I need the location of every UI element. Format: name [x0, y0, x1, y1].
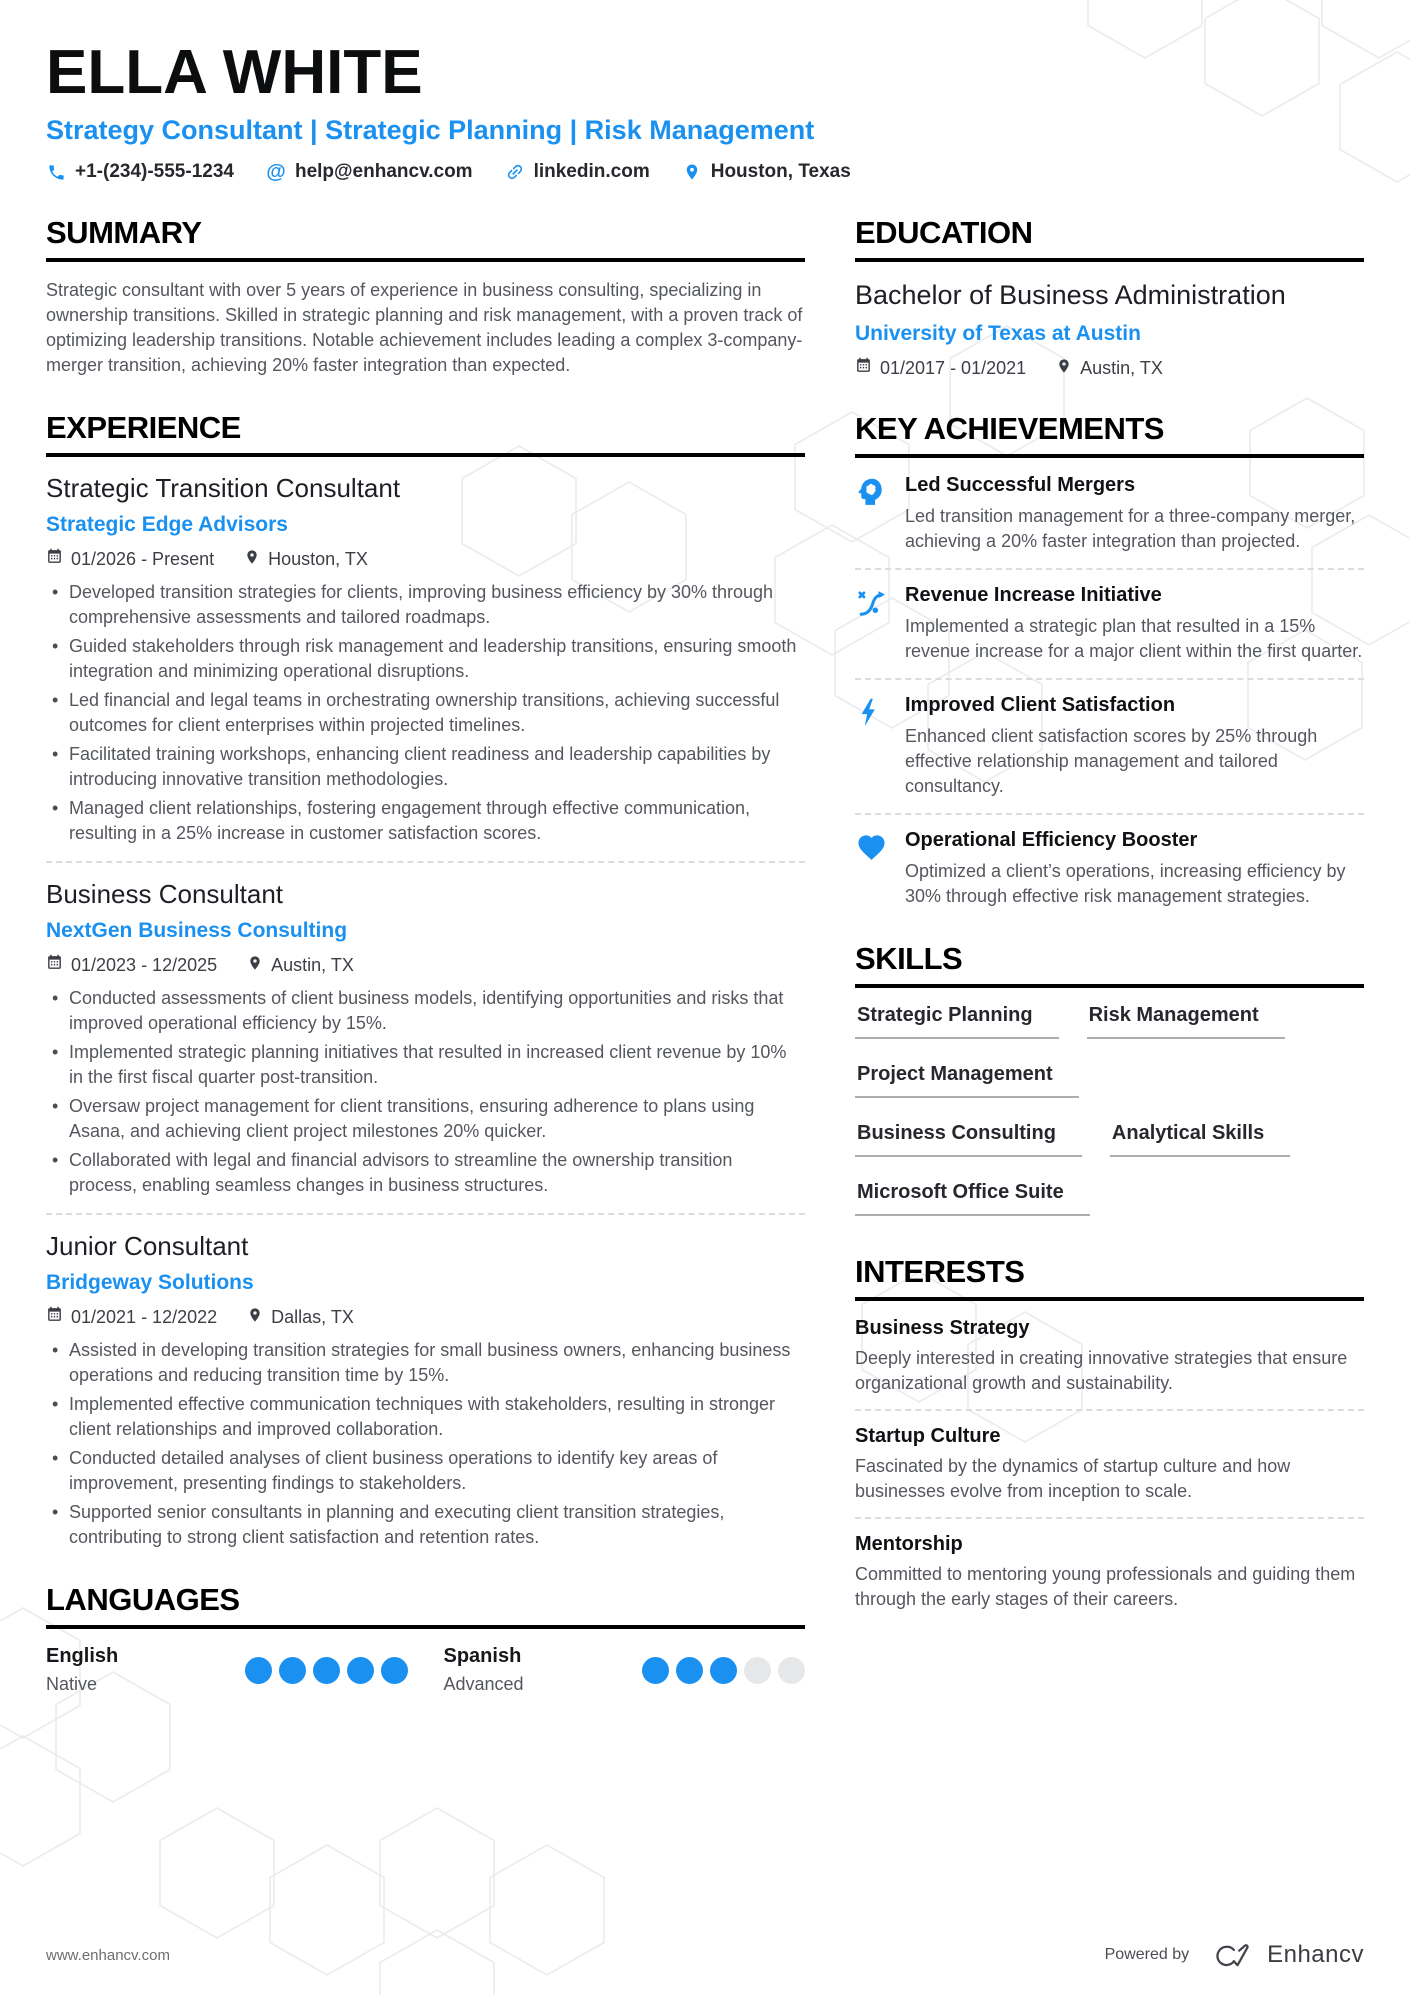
language-level-dot [347, 1657, 374, 1684]
education-dates-text: 01/2017 - 01/2021 [880, 357, 1027, 378]
achievements-heading: KEY ACHIEVEMENTS [855, 411, 1364, 458]
enhancv-logo-icon [1209, 1942, 1257, 1969]
job-location [244, 549, 368, 570]
job-bullet-list [46, 580, 805, 846]
skills-row [855, 1122, 1364, 1181]
enhancv-logo [1209, 1941, 1364, 1969]
language-level-dots [245, 1657, 408, 1684]
job-bullet: • Developed transition strategies for clients, improving business efficiency by 30% through comprehensive assessments and tailored roadmaps. [46, 580, 805, 630]
contact-phone-text: +1-(234)-555-1234 [75, 161, 234, 183]
job-location-text: Houston, TX [268, 548, 368, 569]
job-dates-text: 01/2023 - 12/2025 [71, 954, 218, 975]
location-pin-icon [1056, 358, 1072, 379]
location-pin-icon [244, 549, 260, 570]
page-footer [46, 1941, 1364, 1969]
skill-item: Project Management [855, 1063, 1079, 1098]
job-bullet: • Implemented effective communication techniques with stakeholders, resulting in stronger client relationships and improved collaboration. [46, 1392, 805, 1442]
job-bullet: • Collaborated with legal and financial advisors to streamline the ownership transition process, enabling seamless changes in business structures. [46, 1148, 805, 1198]
company-name: Bridgeway Solutions [46, 1271, 254, 1295]
achievement-text: Implemented a strategic plan that resulted in a 15% revenue increase for a major client within the first quarter. [905, 616, 1363, 662]
degree-title: Bachelor of Business Administration [855, 280, 1286, 311]
achievement-title: Improved Client Satisfaction [905, 694, 1176, 717]
job-dates [46, 954, 217, 976]
experience-entry [46, 1231, 805, 1550]
language-level-dot [245, 1657, 272, 1684]
contact-link-text[interactable]: linkedin.com [533, 161, 650, 183]
language-level-dot [744, 1657, 771, 1684]
interests-heading: INTERESTS [855, 1254, 1364, 1301]
calendar-icon [855, 357, 872, 379]
achievement-divider [855, 568, 1364, 570]
language-name: English [46, 1645, 119, 1668]
achievement-text: Optimized a client’s operations, increasing efficiency by 30% through effective risk management strategies. [905, 861, 1346, 907]
location-pin-icon [247, 1307, 263, 1328]
language-level-dot [642, 1657, 669, 1684]
contact-row [46, 161, 1364, 183]
job-location-text: Dallas, TX [271, 1306, 354, 1327]
job-meta-row [46, 548, 805, 570]
contact-email[interactable] [266, 161, 473, 183]
skill-item: Business Consulting [855, 1122, 1082, 1157]
skills-row [855, 1063, 1364, 1122]
contact-location-text: Houston, Texas [710, 161, 851, 183]
language-level-dot [313, 1657, 340, 1684]
job-bullet: • Managed client relationships, fostering engagement through effective communication, resulting in a 25% increase in customer satisfaction scores. [46, 796, 805, 846]
interest-title: Startup Culture [855, 1425, 1001, 1448]
achievement-divider [855, 813, 1364, 815]
job-bullet-list [46, 986, 805, 1198]
calendar-icon [46, 954, 63, 976]
achievement-item [855, 829, 1364, 909]
entry-divider [46, 1213, 805, 1215]
location-pin-icon [247, 955, 263, 976]
language-level-dot [279, 1657, 306, 1684]
job-bullet: • Assisted in developing transition strategies for small business owners, enhancing business operations and reducing transition time by 15%. [46, 1338, 805, 1388]
right-column [855, 183, 1364, 1695]
language-level-dot [778, 1657, 805, 1684]
calendar-icon [46, 548, 63, 570]
job-bullet: • Conducted detailed analyses of client business operations to identify key areas of improvement, presenting findings to stakeholders. [46, 1446, 805, 1496]
brain-head-icon [855, 474, 905, 554]
skill-item: Risk Management [1087, 1004, 1285, 1039]
enhancv-brand-name: Enhancv [1267, 1941, 1364, 1968]
contact-location [682, 161, 851, 183]
summary-text: Strategic consultant with over 5 years of experience in business consulting, specializing in ownership transitions. Skilled in strategic planning and risk management, with a proven track of optimizing leadership transitions. Notable achievement includes leading a complex 3-company-merger transition, achieving 20% faster integration than expected. [46, 280, 803, 376]
person-headline: Strategy Consultant | Strategic Planning | Risk Management [46, 115, 815, 146]
left-column [46, 183, 805, 1695]
lightning-icon [855, 694, 905, 799]
language-level-dots [642, 1657, 805, 1684]
interest-divider [855, 1517, 1364, 1519]
company-name: NextGen Business Consulting [46, 919, 348, 943]
skills-row [855, 1004, 1364, 1063]
powered-by-block [1105, 1941, 1364, 1969]
achievement-item [855, 474, 1364, 554]
skills-list [855, 1004, 1364, 1240]
interest-text: Deeply interested in creating innovative strategies that ensure organizational growth and sustainability. [855, 1348, 1348, 1394]
experience-heading: EXPERIENCE [46, 410, 805, 457]
languages-heading: LANGUAGES [46, 1582, 805, 1629]
achievement-divider [855, 678, 1364, 680]
achievement-title: Led Successful Mergers [905, 474, 1136, 497]
contact-email-text[interactable]: help@enhancv.com [294, 161, 473, 183]
education-heading: EDUCATION [855, 215, 1364, 262]
job-title: Strategic Transition Consultant [46, 473, 401, 504]
job-dates [46, 548, 214, 570]
language-entry [444, 1645, 806, 1695]
job-bullet: • Implemented strategic planning initiatives that resulted in increased client revenue by 10% in the first fiscal quarter post-transition. [46, 1040, 805, 1090]
job-dates-text: 01/2021 - 12/2022 [71, 1306, 218, 1327]
calendar-icon [46, 1306, 63, 1328]
job-bullet: • Oversaw project management for client transitions, ensuring adherence to plans using Asana, and achieving client project milestones 20% quicker. [46, 1094, 805, 1144]
interest-divider [855, 1409, 1364, 1411]
contact-phone [46, 161, 234, 183]
language-level: Native [46, 1674, 98, 1695]
language-level: Advanced [443, 1674, 524, 1695]
phone-icon [46, 162, 66, 182]
job-meta-row [46, 1306, 805, 1328]
interest-title: Mentorship [855, 1533, 963, 1556]
languages-list [46, 1645, 805, 1695]
company-name: Strategic Edge Advisors [46, 513, 288, 537]
resume-header [46, 40, 1364, 183]
education-dates [855, 357, 1026, 379]
language-name: Spanish [443, 1645, 522, 1668]
skill-item: Analytical Skills [1110, 1122, 1290, 1157]
entry-divider [46, 861, 805, 863]
summary-heading: SUMMARY [46, 215, 805, 262]
language-level-dot [676, 1657, 703, 1684]
link-icon [505, 162, 525, 182]
interest-item [855, 1317, 1364, 1396]
achievement-title: Revenue Increase Initiative [905, 584, 1162, 607]
interest-text: Committed to mentoring young professionals and guiding them through the early stages of their careers. [855, 1564, 1356, 1610]
school-name: University of Texas at Austin [855, 322, 1141, 346]
language-level-dot [710, 1657, 737, 1684]
education-meta-row [855, 357, 1364, 379]
job-location-text: Austin, TX [271, 954, 354, 975]
strategy-icon [855, 584, 905, 664]
interest-title: Business Strategy [855, 1317, 1030, 1340]
job-title: Business Consultant [46, 879, 284, 910]
location-pin-icon [682, 162, 702, 182]
experience-entry [46, 879, 805, 1215]
job-bullet: • Led financial and legal teams in orchestrating ownership transitions, achieving successful outcomes for client enterprises within projected timelines. [46, 688, 805, 738]
powered-by-label: Powered by [1104, 1946, 1190, 1963]
achievement-title: Operational Efficiency Booster [905, 829, 1198, 852]
job-title: Junior Consultant [46, 1231, 249, 1262]
education-location [1056, 358, 1163, 379]
language-level-dot [381, 1657, 408, 1684]
job-dates-text: 01/2026 - Present [71, 548, 215, 569]
person-name: ELLA WHITE [46, 38, 423, 107]
achievement-item [855, 694, 1364, 799]
job-meta-row [46, 954, 805, 976]
job-bullet: • Guided stakeholders through risk management and leadership transitions, ensuring smooth integration and minimizing operational disruptions. [46, 634, 805, 684]
achievement-text: Led transition management for a three-company merger, achieving a 20% faster integration than projected. [905, 506, 1356, 552]
skills-row [855, 1181, 1364, 1240]
job-dates [46, 1306, 217, 1328]
interest-text: Fascinated by the dynamics of startup culture and how businesses evolve from inception to scale. [855, 1456, 1291, 1502]
heart-icon [855, 829, 905, 909]
skills-heading: SKILLS [855, 941, 1364, 988]
job-location [247, 1307, 354, 1328]
contact-link[interactable] [505, 161, 650, 183]
job-bullet: • Facilitated training workshops, enhancing client readiness and leadership capabilities by introducing innovative transition methodologies. [46, 742, 805, 792]
job-location [247, 955, 354, 976]
job-bullet: • Supported senior consultants in planning and executing client transition strategies, contributing to strong client satisfaction and retention rates. [46, 1500, 805, 1550]
interest-item [855, 1533, 1364, 1612]
interest-item [855, 1425, 1364, 1504]
at-icon: @ [266, 161, 286, 184]
experience-entry [46, 473, 805, 863]
skill-item: Strategic Planning [855, 1004, 1059, 1039]
achievement-text: Enhanced client satisfaction scores by 25% through effective relationship management and tailored consultancy. [905, 726, 1318, 797]
skill-item: Microsoft Office Suite [855, 1181, 1090, 1216]
achievement-item [855, 584, 1364, 664]
website-link[interactable]: www.enhancv.com [46, 1946, 170, 1964]
education-location-text: Austin, TX [1080, 357, 1163, 378]
job-bullet-list [46, 1338, 805, 1550]
job-bullet: • Conducted assessments of client business models, identifying opportunities and risks that improved operational efficiency by 15%. [46, 986, 805, 1036]
language-entry [46, 1645, 408, 1695]
